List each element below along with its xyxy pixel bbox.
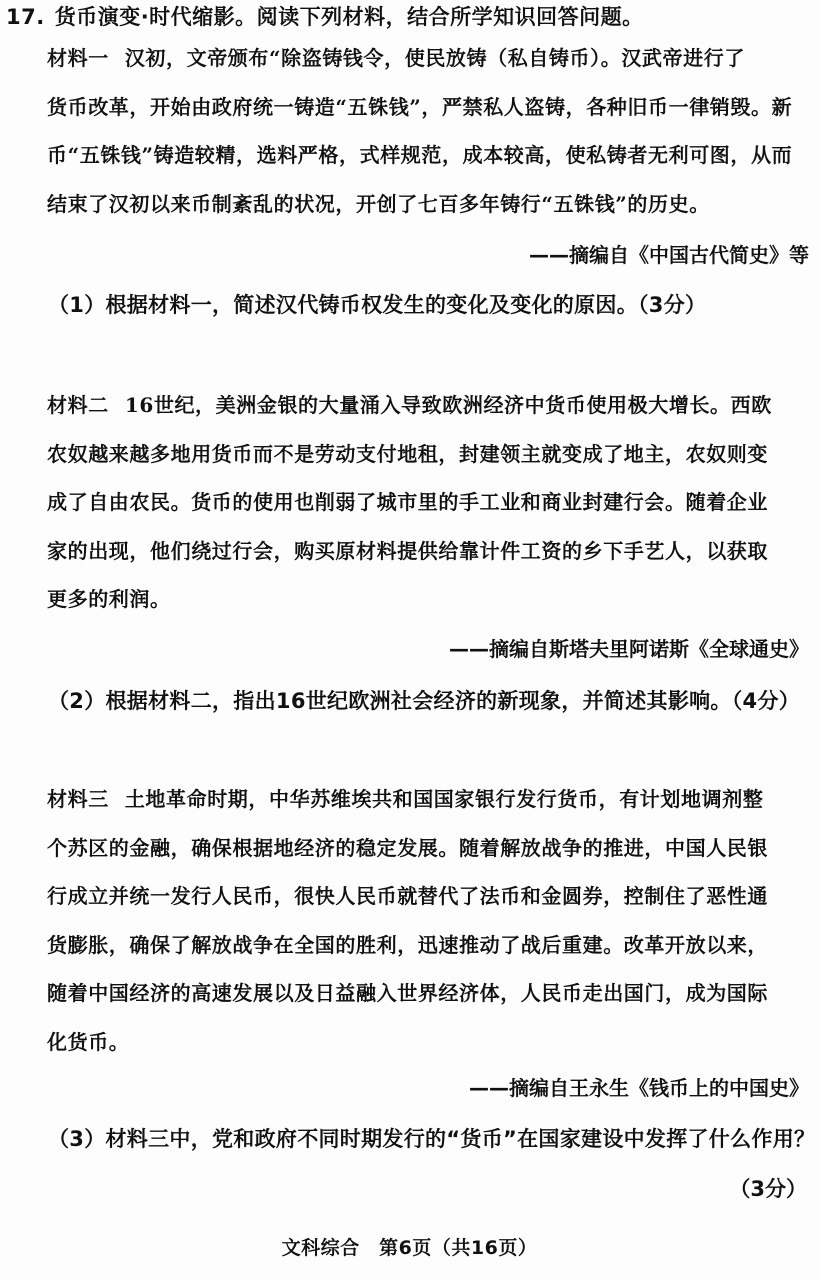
material-1-line-2: 货币改革，开始由政府统一铸造“五铢钱”，严禁私人盗铸，各种旧币一律销毁。新: [47, 94, 793, 119]
material-1-label: 材料一: [47, 46, 109, 70]
sub-question-1: （1）根据材料一，简述汉代铸币权发生的变化及变化的原因。（3分）: [48, 293, 707, 317]
question-title-text: 货币演变·时代缩影。阅读下列材料，结合所学知识回答问题。: [54, 5, 644, 29]
sub-question-3: （3）材料三中，党和政府不同时期发行的“货币”在国家建设中发挥了什么作用？: [48, 1127, 816, 1151]
material-1-source: ——摘编自《中国古代简史》等: [529, 243, 809, 267]
material-1: [47, 34, 807, 228]
material-1-line-3: 币“五铢钱”铸造较精，选料严格，式样规范，成本较高，使私铸者无利可图，从而: [47, 143, 793, 167]
question-number: 17.: [6, 5, 45, 29]
material-1-line-1: 材料一 汉初，文帝颁布“除盗铸钱令，使民放铸（私自铸币）。汉武帝进行了: [47, 46, 745, 70]
material-3: [47, 775, 807, 1066]
material-2-source: ——摘编自斯塔夫里阿诺斯《全球通史》: [449, 637, 809, 661]
sub-question-2: （2）根据材料二，指出16世纪欧洲社会经济的新现象，并简述其影响。（4分）: [48, 689, 801, 713]
page-footer: 文科综合 第6页（共16页）: [281, 1237, 538, 1259]
material-2-line-4: 家的出现，他们绕过行会，购买原材料提供给靠计件工资的乡下手艺人，以获取: [47, 538, 768, 563]
material-3-line-5: 随着中国经济的高速发展以及日益融入世界经济体，人民币走出国门，成为国际: [47, 981, 768, 1005]
material-2-line-3: 成了自由农民。货币的使用也削弱了城市里的手工业和商业封建行会。随着企业: [47, 490, 768, 514]
question-title: [6, 2, 806, 32]
material-3-label: 材料三: [47, 787, 109, 811]
material-3-line-3: 行成立并统一发行人民币，很快人民币就替代了法币和金圆券，控制住了恶性通: [47, 884, 768, 908]
material-2-label: 材料二: [47, 393, 109, 417]
material-1-line-4: 结束了汉初以来币制紊乱的状况，开创了七百多年铸行“五铢钱”的历史。: [47, 191, 710, 216]
material-2-line-5: 更多的利润。: [47, 587, 171, 611]
material-3-line-4: 货膨胀，确保了解放战争在全国的胜利，迅速推动了战后重建。改革开放以来，: [47, 932, 768, 957]
material-3-line-2: 个苏区的金融，确保根据地经济的稳定发展。随着解放战争的推进，中国人民银: [47, 835, 768, 860]
material-3-line-6: 化货币。: [47, 1029, 130, 1054]
sub-question-3-score: （3分）: [729, 1177, 807, 1201]
material-3-source: ——摘编自王永生《钱币上的中国史》: [469, 1076, 809, 1100]
material-2-line-1: 材料二 16世纪，美洲金银的大量涌入导致欧洲经济中货币使用极大增长。西欧: [47, 393, 772, 417]
material-2: [47, 381, 807, 624]
material-3-line-1: 材料三 土地革命时期，中华苏维埃共和国国家银行发行货币，有计划地调剂整: [47, 787, 764, 811]
material-2-line-2: 农奴越来越多地用货币而不是劳动支付地租，封建领主就变成了地主，农奴则变: [47, 441, 768, 466]
